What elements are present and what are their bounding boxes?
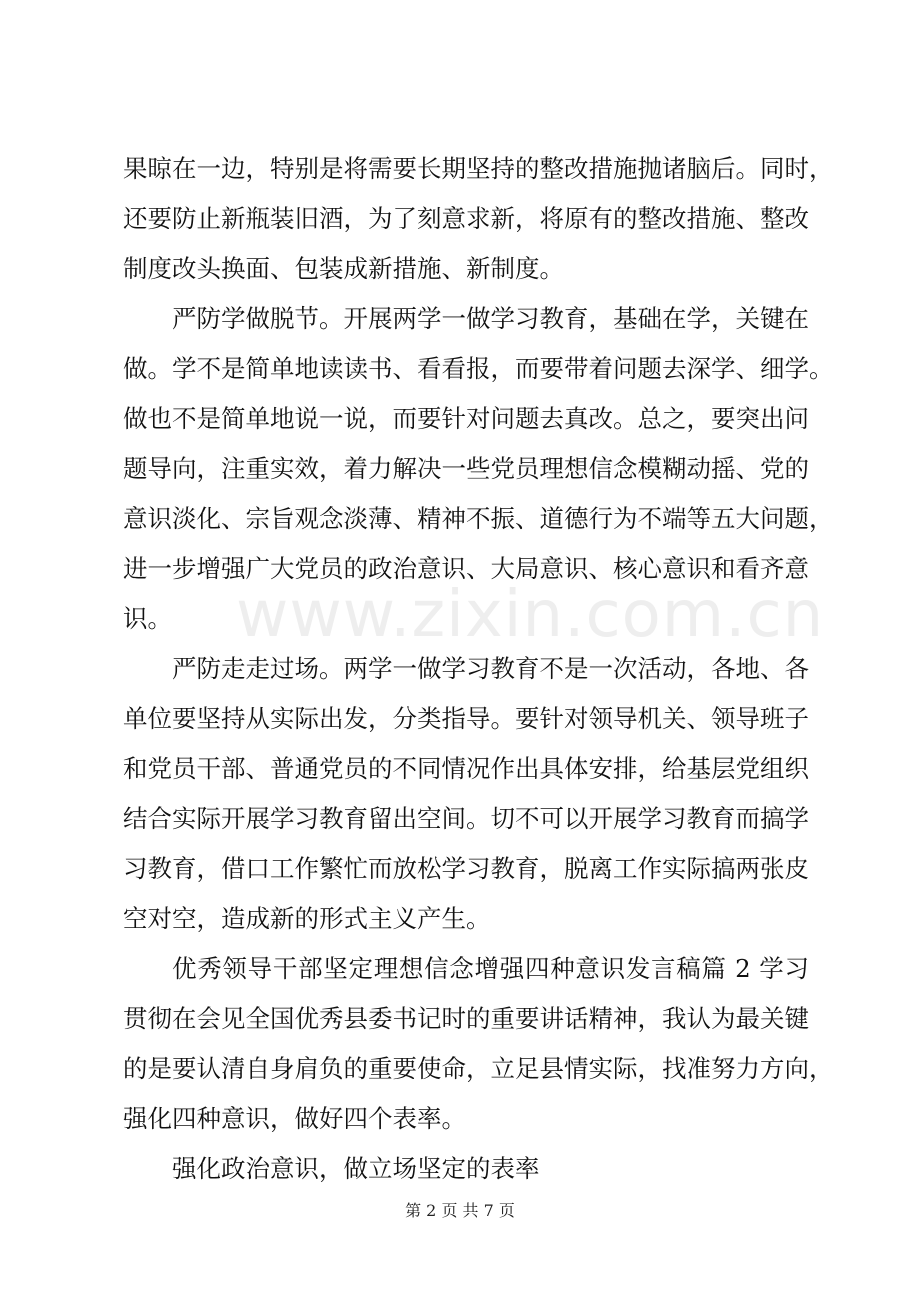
section-heading: 强化政治意识，做立场坚定的表率 — [172, 1154, 540, 1183]
text-line: 习教育，借口工作繁忙而放松学习教育，脱离工作实际搞两张皮 — [123, 854, 809, 883]
text-line: 的是要认清自身肩负的重要使命，立足县情实际，找准努力方向， — [123, 1054, 834, 1083]
paragraph-3 — [123, 644, 809, 944]
text-line: 还要防止新瓶装旧酒，为了刻意求新，将原有的整改措施、整改 — [123, 204, 809, 233]
text-line: 优秀领导干部坚定理想信念增强四种意识发言稿篇 2 学习 — [172, 954, 809, 983]
paragraph-1 — [123, 144, 834, 294]
text-line: 识。 — [123, 604, 172, 633]
text-line: 进一步增强广大党员的政治意识、大局意识、核心意识和看齐意 — [123, 554, 809, 583]
page-number-footer: 第 2 页 共 7 页 — [405, 1201, 515, 1220]
text-line: 空对空，造成新的形式主义产生。 — [123, 904, 491, 933]
text-line: 和党员干部、普通党员的不同情况作出具体安排，给基层党组织 — [123, 754, 809, 783]
paragraph-4 — [123, 944, 834, 1144]
document-body — [123, 144, 834, 1194]
text-line: 做。学不是简单地读读书、看看报，而要带着问题去深学、细学。 — [123, 354, 834, 383]
text-line: 单位要坚持从实际出发，分类指导。要针对领导机关、领导班子 — [123, 704, 809, 733]
text-line: 严防学做脱节。开展两学一做学习教育，基础在学，关键在 — [172, 304, 809, 333]
text-line: 贯彻在会见全国优秀县委书记时的重要讲话精神，我认为最关键 — [123, 1004, 809, 1033]
text-line: 果晾在一边，特别是将需要长期坚持的整改措施抛诸脑后。同时， — [123, 154, 834, 183]
text-line: 严防走走过场。两学一做学习教育不是一次活动，各地、各 — [172, 654, 809, 683]
text-line: 做也不是简单地说一说，而要针对问题去真改。总之，要突出问 — [123, 404, 809, 433]
text-line: 题导向，注重实效，着力解决一些党员理想信念模糊动摇、党的 — [123, 454, 809, 483]
paragraph-5 — [123, 1144, 809, 1194]
watermark: www.zixin.com.cn — [236, 578, 825, 652]
text-line: 强化四种意识，做好四个表率。 — [123, 1104, 466, 1133]
paragraph-2 — [123, 294, 834, 644]
text-line: 制度改头换面、包装成新措施、新制度。 — [123, 254, 564, 283]
text-line: 意识淡化、宗旨观念淡薄、精神不振、道德行为不端等五大问题， — [123, 504, 834, 533]
text-line: 结合实际开展学习教育留出空间。切不可以开展学习教育而搞学 — [123, 804, 809, 833]
